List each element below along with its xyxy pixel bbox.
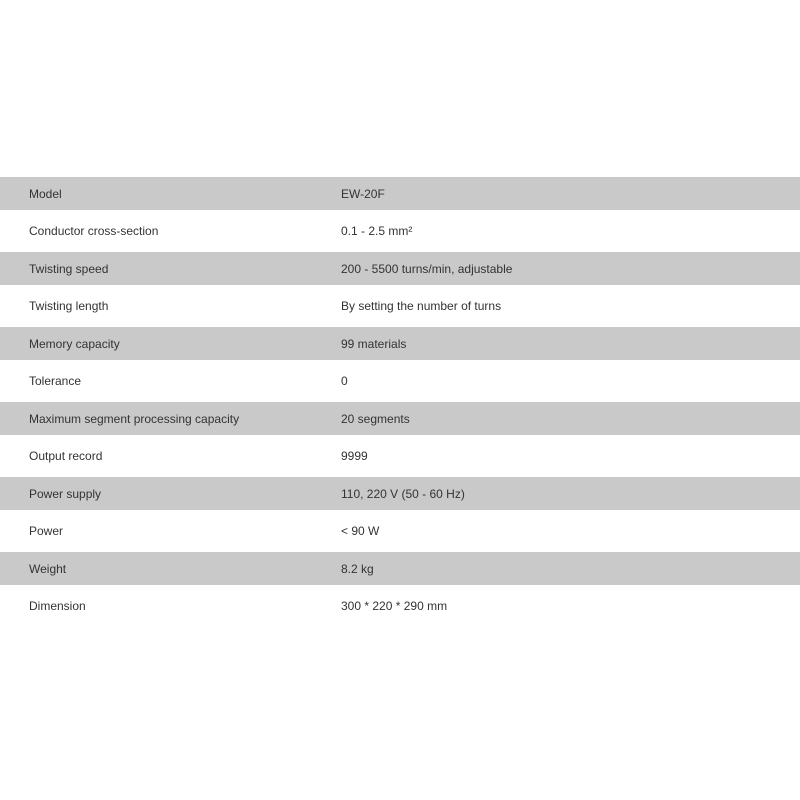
spec-row-twisting-length: [0, 285, 800, 327]
spec-value: 0: [341, 374, 348, 388]
spec-row-twisting-speed: [0, 252, 800, 285]
spec-row-max-segment-capacity: [0, 402, 800, 435]
spec-label: Conductor cross-section: [29, 224, 159, 238]
spec-value: 8.2 kg: [341, 561, 374, 576]
spec-value: 110, 220 V (50 - 60 Hz): [341, 486, 465, 501]
spec-row-output-record: [0, 435, 800, 477]
spec-label: Power supply: [29, 486, 102, 501]
spec-label: Maximum segment processing capacity: [29, 411, 240, 426]
spec-row-conductor-cross-section: [0, 210, 800, 252]
spec-row-memory-capacity: [0, 327, 800, 360]
spec-label: Weight: [29, 561, 67, 576]
spec-label: Dimension: [29, 599, 86, 613]
spec-value: 99 materials: [341, 336, 407, 351]
spec-row-tolerance: [0, 360, 800, 402]
spec-value: 20 segments: [341, 411, 410, 426]
spec-value: < 90 W: [341, 524, 380, 538]
spec-row-model: [0, 177, 800, 210]
spec-label: Memory capacity: [29, 336, 120, 351]
spec-label: Tolerance: [29, 374, 82, 388]
spec-value: EW-20F: [341, 186, 385, 201]
spec-value: 0.1 - 2.5 mm²: [341, 224, 413, 238]
spec-label: Model: [29, 186, 62, 201]
spec-table: [0, 177, 800, 627]
spec-value: 200 - 5500 turns/min, adjustable: [341, 261, 513, 276]
spec-row-power-supply: [0, 477, 800, 510]
spec-label: Output record: [29, 449, 103, 463]
spec-label: Twisting speed: [29, 261, 109, 276]
spec-label: Twisting length: [29, 299, 109, 313]
spec-value: 300 * 220 * 290 mm: [341, 599, 448, 613]
spec-row-weight: [0, 552, 800, 585]
spec-value: 9999: [341, 449, 368, 463]
spec-label: Power: [29, 524, 64, 538]
spec-row-power: [0, 510, 800, 552]
spec-row-dimension: [0, 585, 800, 627]
spec-value: By setting the number of turns: [341, 299, 502, 313]
